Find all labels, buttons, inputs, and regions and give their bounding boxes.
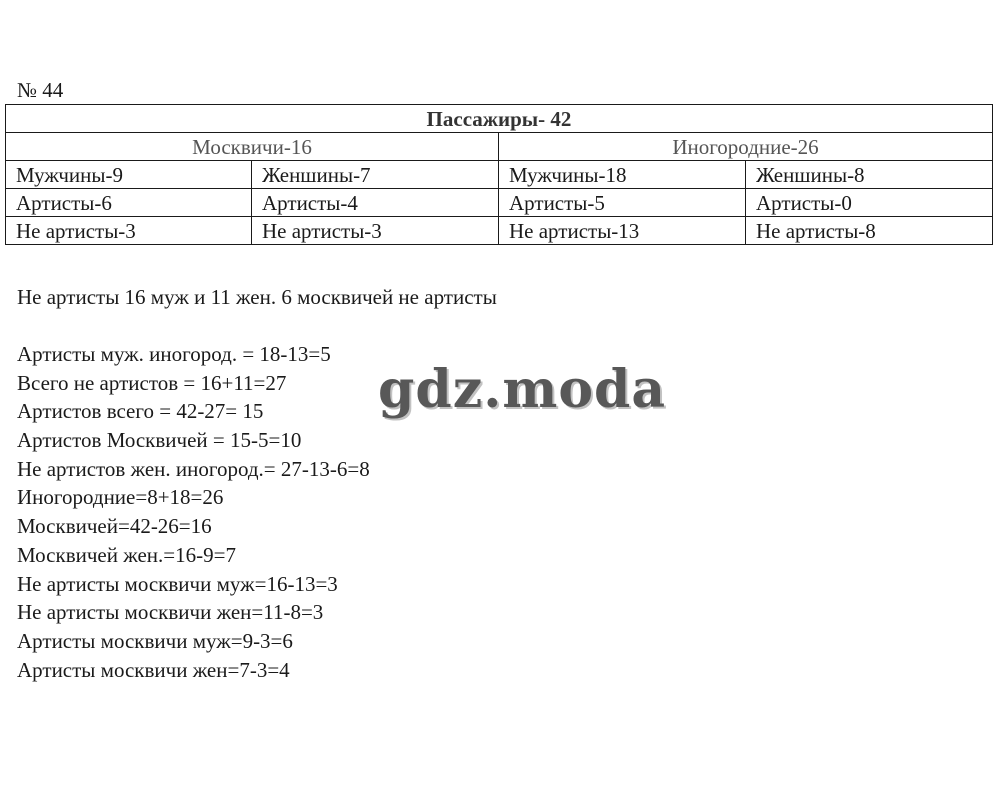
calculation-line: Москвичей=42-26=16 [17, 514, 212, 539]
table-cell: Мужчины-9 [6, 161, 252, 189]
group-nonresident: Иногородние-26 [499, 133, 993, 161]
table-cell: Артисты-0 [746, 189, 993, 217]
calculation-line: Не артистов жен. иногород.= 27-13-6=8 [17, 456, 370, 481]
table-cell: Не артисты-3 [6, 217, 252, 245]
table-row [6, 161, 993, 189]
group-moscow: Москвичи-16 [6, 133, 499, 161]
calculation-line: Артисты москвичи жен=7-3=4 [17, 657, 290, 682]
table-cell: Женшины-7 [252, 161, 499, 189]
calculation-line: Москвичей жен.=16-9=7 [17, 542, 236, 567]
table-group-row [6, 133, 993, 161]
table-title: Пассажиры- 42 [6, 105, 993, 133]
calculation-list [17, 340, 370, 684]
summary-note: Не артисты 16 муж и 11 жен. 6 москвичей не артисты [17, 285, 497, 309]
calculation-line: Артисты муж. иногород. = 18-13=5 [17, 342, 331, 366]
table-row [6, 217, 993, 245]
problem-number: № 44 [17, 78, 64, 102]
table-cell: Не артисты-13 [499, 217, 746, 245]
calculation-line: Артистов Москвичей = 15-5=10 [17, 428, 302, 453]
table-cell: Артисты-4 [252, 189, 499, 217]
table-row [6, 189, 993, 217]
calculation-line: Иногородние=8+18=26 [17, 485, 224, 510]
table-cell: Женшины-8 [746, 161, 993, 189]
table-cell: Не артисты-8 [746, 217, 993, 245]
table-cell: Не артисты-3 [252, 217, 499, 245]
calculation-line: Артистов всего = 42-27= 15 [17, 399, 264, 424]
table-cell: Мужчины-18 [499, 161, 746, 189]
calculation-line: Не артисты москвичи жен=11-8=3 [17, 600, 324, 625]
table-cell: Артисты-5 [499, 189, 746, 217]
table-title-row [6, 105, 993, 133]
table-cell: Артисты-6 [6, 189, 252, 217]
calculation-line: Всего не артистов = 16+11=27 [17, 370, 287, 395]
calculation-line: Артисты москвичи муж=9-3=6 [17, 628, 293, 653]
watermark-logo: gdz.moda [378, 359, 667, 420]
calculation-line: Не артисты москвичи муж=16-13=3 [17, 571, 338, 596]
passengers-table [5, 104, 993, 245]
